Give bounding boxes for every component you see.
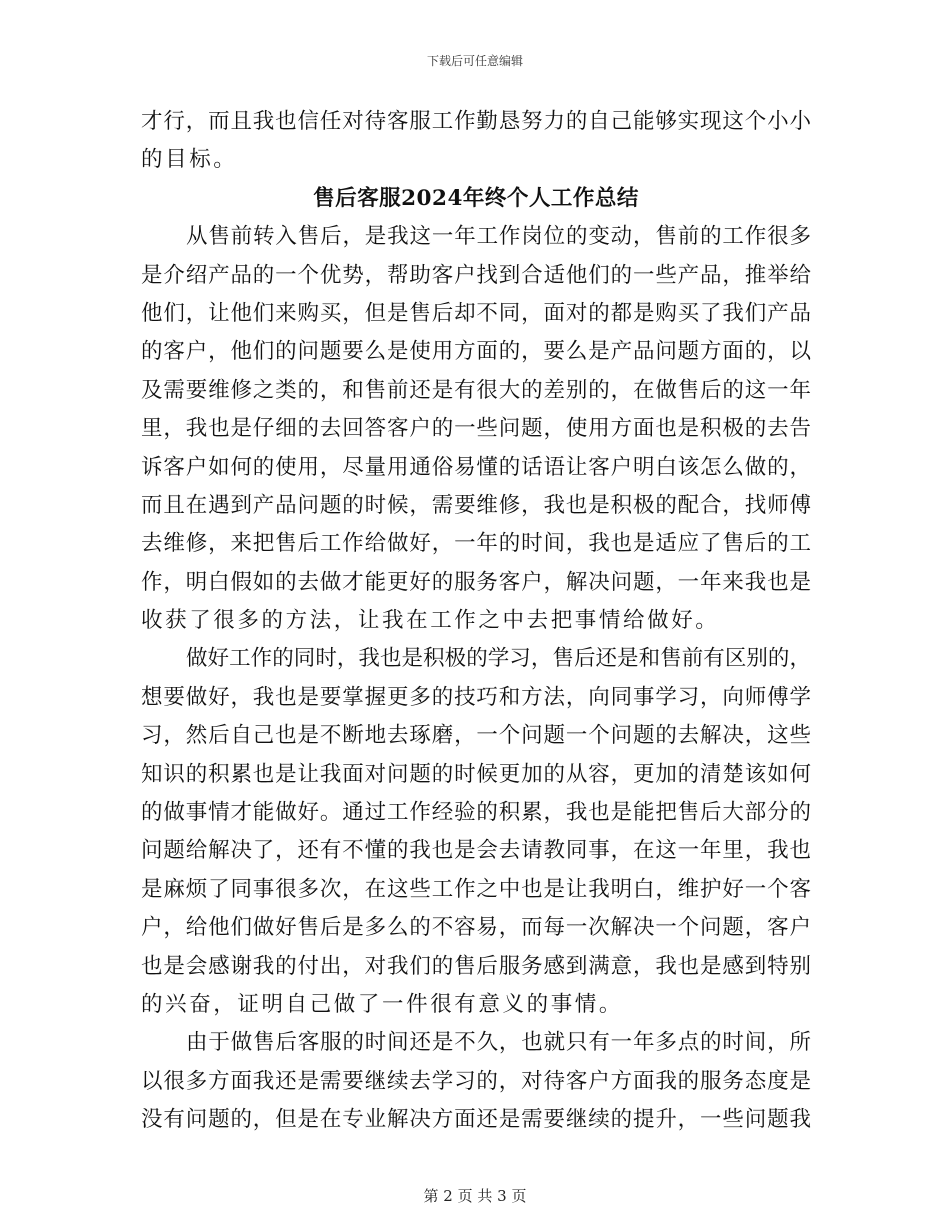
paragraph-line: 而且在遇到产品问题的时候，需要维修，我也是积极的配合，找师傅 (141, 492, 811, 518)
document-title: 售后客服2024年终个人工作总结 (313, 185, 639, 211)
paragraph-line: 是介绍产品的一个优势，帮助客户找到合适他们的一些产品，推举给 (141, 262, 811, 288)
paragraph-line: 里，我也是仔细的去回答客户的一些问题，使用方面也是积极的去告 (141, 416, 811, 442)
paragraph-line: 及需要维修之类的，和售前还是有很大的差别的，在做售后的这一年 (141, 377, 811, 403)
paragraph-line: 诉客户如何的使用，尽量用通俗易懂的话语让客户明白该怎么做的， (141, 454, 811, 480)
document-body (141, 103, 811, 1140)
paragraph-line: 的做事情才能做好。通过工作经验的积累，我也是能把售后大部分的 (141, 800, 811, 826)
paragraph-line: 习，然后自己也是不断地去琢磨，一个问题一个问题的去解决，这些 (141, 723, 811, 749)
paragraph-last-line: 的目标。 (141, 147, 238, 173)
paragraph-first-line: 由于做售后客服的时间还是不久，也就只有一年多点的时间，所 (186, 1030, 811, 1056)
paragraph-first-line: 从售前转入售后，是我这一年工作岗位的变动，售前的工作很多 (186, 224, 811, 250)
paragraph-line: 问题给解决了，还有不懂的我也是会去请教同事，在这一年里，我也 (141, 838, 811, 864)
paragraph-line: 以很多方面我还是需要继续去学习的，对待客户方面我的服务态度是 (141, 1068, 811, 1094)
paragraph-line: 户，给他们做好售后是多么的不容易，而每一次解决一个问题，客户 (141, 915, 811, 941)
paragraph-line: 他们，让他们来购买，但是售后却不同，面对的都是购买了我们产品 (141, 300, 811, 326)
paragraph-first-line: 做好工作的同时，我也是积极的学习，售后还是和售前有区别的， (186, 646, 811, 672)
paragraph-line: 没有问题的，但是在专业解决方面还是需要继续的提升，一些问题我 (141, 1107, 811, 1133)
paragraph-line: 知识的积累也是让我面对问题的时候更加的从容，更加的清楚该如何 (141, 761, 811, 787)
paragraph-last-line: 的兴奋，证明自己做了一件很有意义的事情。 (141, 991, 624, 1017)
paragraph-line: 想要做好，我也是要掌握更多的技巧和方法，向同事学习，向师傅学 (141, 684, 811, 710)
paragraph-line: 作，明白假如的去做才能更好的服务客户，解决问题，一年来我也是 (141, 569, 811, 595)
paragraph-line: 的客户，他们的问题要么是使用方面的，要么是产品问题方面的，以 (141, 339, 811, 365)
paragraph-last-line: 收获了很多的方法，让我在工作之中去把事情给做好。 (141, 608, 720, 634)
paragraph-line: 才行，而且我也信任对待客服工作勤恳努力的自己能够实现这个小小 (141, 109, 811, 134)
page-header-note: 下载后可任意编辑 (426, 54, 523, 68)
paragraph-line: 去维修，来把售后工作给做好，一年的时间，我也是适应了售后的工 (141, 531, 811, 557)
page-number: 第 2 页 共 3 页 (423, 1187, 527, 1205)
paragraph-line: 也是会感谢我的付出，对我们的售后服务感到满意，我也是感到特别 (141, 953, 811, 979)
paragraph-line: 是麻烦了同事很多次，在这些工作之中也是让我明白，维护好一个客 (141, 876, 811, 902)
